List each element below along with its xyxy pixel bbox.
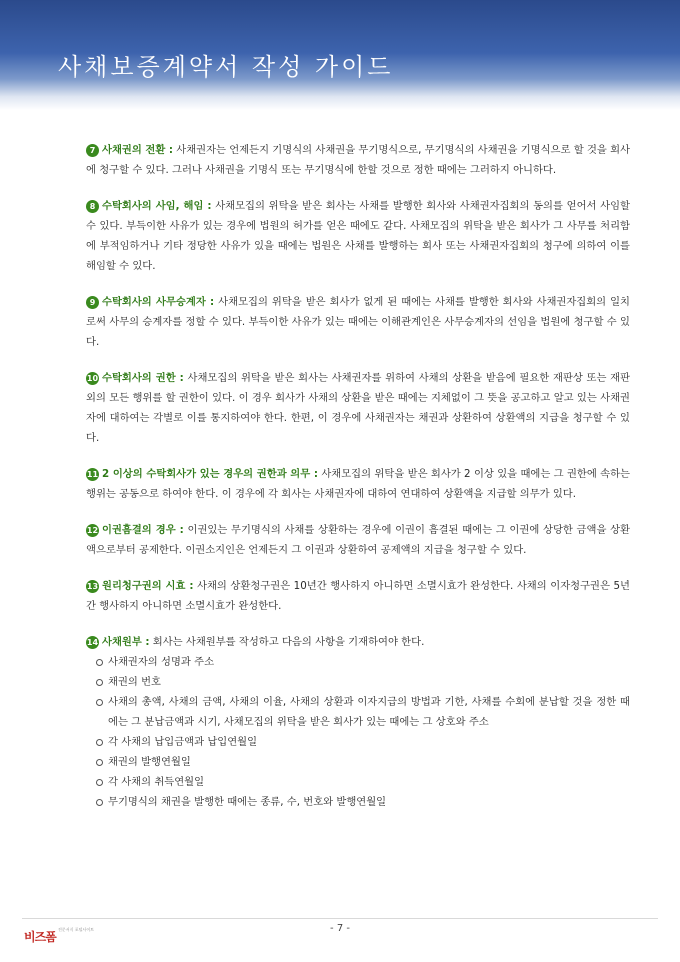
section-number-badge: 13 <box>86 582 99 591</box>
section-missing-coupon <box>86 520 630 560</box>
section-trustee-resignation <box>86 196 630 276</box>
section-text: 사채모집의 위탁을 받은 회사가 2 이상 있을 때에는 그 권한에 속하는 행위는 공동으로 하여야 한다. 이 경우에 각 회사는 사채권자에 대하여 연대하여 상환액을 지급할 의무가 있다. <box>86 468 630 500</box>
section-number-badge: 8 <box>86 200 99 213</box>
section-paragraph <box>86 140 630 180</box>
section-paragraph <box>86 464 630 504</box>
section-limitation <box>86 576 630 616</box>
section-conversion <box>86 140 630 180</box>
section-multiple-trustees <box>86 464 630 504</box>
logo-tagline: 전문서식 포털사이트 <box>58 927 95 932</box>
section-text: 사채의 상환청구권은 10년간 행사하지 아니하면 소멸시효가 완성한다. 사채의 이자청구권은 5년간 행사하지 아니하면 소멸시효가 완성한다. <box>86 580 630 612</box>
list-item: 사채의 총액, 사채의 금액, 사채의 이율, 사채의 상환과 이자지급의 방법과 기한, 사채를 수회에 분납할 것을 정한 때에는 그 분납금액과 시기, 사채모집의 위탁을 받은 회사가 있는 때에는 그 상호와 주소 <box>86 692 630 732</box>
section-text: 사채모집의 위탁을 받은 회사가 없게 된 때에는 사채를 발행한 회사와 사채권자집회의 일치로써 사무의 승계자를 정할 수 있다. 부득이한 사유가 있는 때에는 이해관계인은 사무승계자의 선임을 법원에 청구할 수 있다. <box>86 296 630 348</box>
footer-divider <box>22 918 658 919</box>
section-number-badge: 10 <box>86 374 99 383</box>
section-paragraph <box>86 368 630 448</box>
page-header-banner <box>0 0 680 110</box>
section-number-badge: 14 <box>86 638 99 647</box>
list-item: 각 사채의 취득연월일 <box>86 772 630 792</box>
section-heading: 수탁회사의 사무승계자 : <box>102 296 215 308</box>
register-item-list <box>86 652 630 812</box>
page-title: 사채보증계약서 작성 가이드 <box>58 53 394 81</box>
section-number-badge: 7 <box>86 144 99 157</box>
logo-wordmark: 비즈폼 <box>24 930 56 944</box>
page-number: - 7 - <box>330 923 350 934</box>
section-number-badge: 9 <box>86 296 99 309</box>
section-text: 회사는 사채원부를 작성하고 다음의 사항을 기재하여야 한다. <box>149 636 425 648</box>
section-bond-register <box>86 632 630 812</box>
list-item: 채권의 번호 <box>86 672 630 692</box>
list-item: 사채권자의 성명과 주소 <box>86 652 630 672</box>
list-item: 각 사채의 납입금액과 납입연월일 <box>86 732 630 752</box>
document-body <box>86 140 630 828</box>
section-paragraph <box>86 632 630 652</box>
section-number-badge: 11 <box>86 470 99 479</box>
section-heading: 사채원부 : <box>102 636 150 648</box>
section-paragraph <box>86 292 630 352</box>
section-text: 사채모집의 위탁을 받은 회사는 사채를 발행한 회사와 사채권자집회의 동의를 얻어서 사임할 수 있다. 부득이한 사유가 있는 경우에 법원의 허가를 얻은 때에도 같다. 사채모집의 위탁을 받은 회사가 그 사무를 처리함에 부적임하거나 기타 정당한 사유가 있을 때에는 법원은 사채를 발행하는 회사 또는 사채권자집회의 청구에 의하여 이를 해임할 수 있다. <box>86 200 630 272</box>
section-text: 사채권자는 언제든지 기명식의 사채권을 무기명식으로, 무기명식의 사채권을 기명식으로 할 것을 회사에 청구할 수 있다. 그러나 사채권을 기명식 또는 무기명식에 한할 것으로 정한 때에는 그러하지 아니하다. <box>86 144 631 176</box>
section-heading: 이권흠결의 경우 : <box>102 524 184 536</box>
section-heading: 원리청구권의 시효 : <box>102 580 194 592</box>
list-item: 채권의 발행연월일 <box>86 752 630 772</box>
section-heading: 수탁회사의 권한 : <box>102 372 184 384</box>
section-heading: 사채권의 전환 : <box>102 144 173 156</box>
section-heading: 2 이상의 수탁회사가 있는 경우의 권한과 의무 : <box>102 468 318 480</box>
section-paragraph <box>86 520 630 560</box>
section-paragraph <box>86 576 630 616</box>
section-trustee-authority <box>86 368 630 448</box>
section-heading: 수탁회사의 사임, 해임 : <box>102 200 212 212</box>
section-text: 사채모집의 위탁을 받은 회사는 사채권자를 위하여 사채의 상환을 받음에 필요한 재판상 또는 재판 외의 모든 행위를 할 권한이 있다. 이 경우 회사가 사채의 상환을 받은 때에는 지체없이 그 뜻을 공고하고 알고 있는 사채권자에 대하여는 각별로 이를 통지하여야 한다. 한편, 이 경우에 사채권자는 채권과 상환하여 상환액의 지급을 청구할 수 있다. <box>86 372 631 444</box>
section-trustee-successor <box>86 292 630 352</box>
section-number-badge: 12 <box>86 526 99 535</box>
section-text: 이권있는 무기명식의 사채를 상환하는 경우에 이권이 흠결된 때에는 그 이권에 상당한 금액을 상환액으로부터 공제한다. 이권소지인은 언제든지 그 이권과 상환하여 공제액의 지급을 청구할 수 있다. <box>86 524 631 556</box>
section-paragraph <box>86 196 630 276</box>
list-item: 무기명식의 채권을 발행한 때에는 종류, 수, 번호와 발행연월일 <box>86 792 630 812</box>
